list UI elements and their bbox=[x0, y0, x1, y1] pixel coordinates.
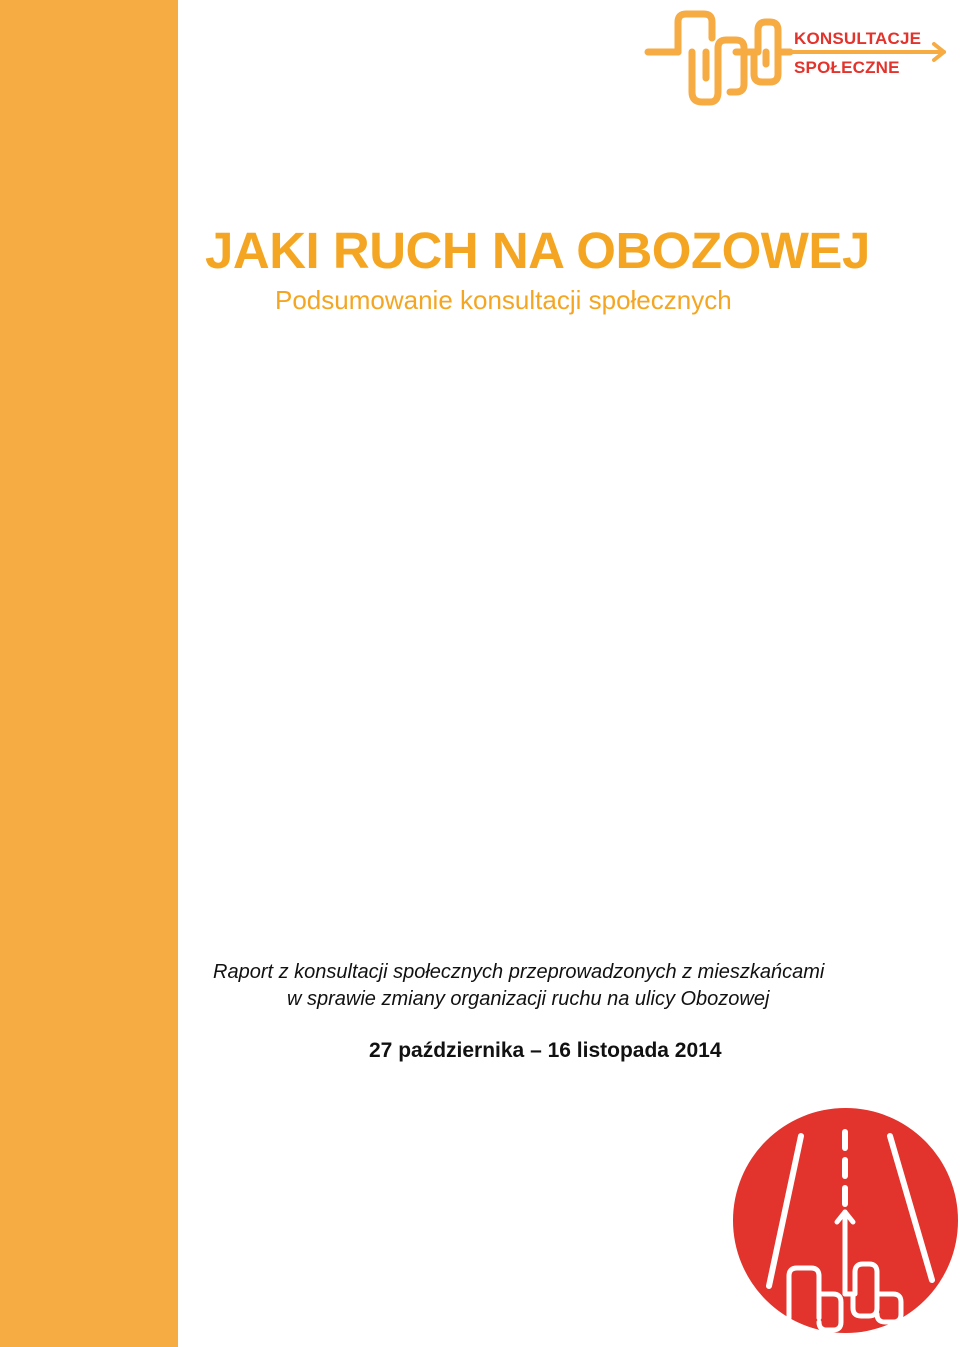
report-title: JAKI RUCH NA OBOZOWEJ bbox=[205, 222, 870, 279]
orange-sidebar-bar bbox=[0, 0, 178, 1347]
report-description-line-1: Raport z konsultacji społecznych przeprowadzonych z mieszkańcami bbox=[213, 961, 825, 983]
road-arrow-icon bbox=[733, 1108, 958, 1333]
road-icon-badge bbox=[733, 1108, 958, 1333]
report-description-line-2: w sprawie zmiany organizacji ruchu na ulicy Obozowej bbox=[287, 988, 770, 1010]
consultation-date-range: 27 października – 16 listopada 2014 bbox=[369, 1039, 722, 1062]
logo-text-konsultacje: KONSULTACJE bbox=[794, 29, 922, 48]
konsultacje-spoleczne-logo bbox=[644, 8, 954, 108]
logo-text-spoleczne: SPOŁECZNE bbox=[794, 58, 900, 77]
report-subtitle: Podsumowanie konsultacji społecznych bbox=[275, 285, 732, 315]
